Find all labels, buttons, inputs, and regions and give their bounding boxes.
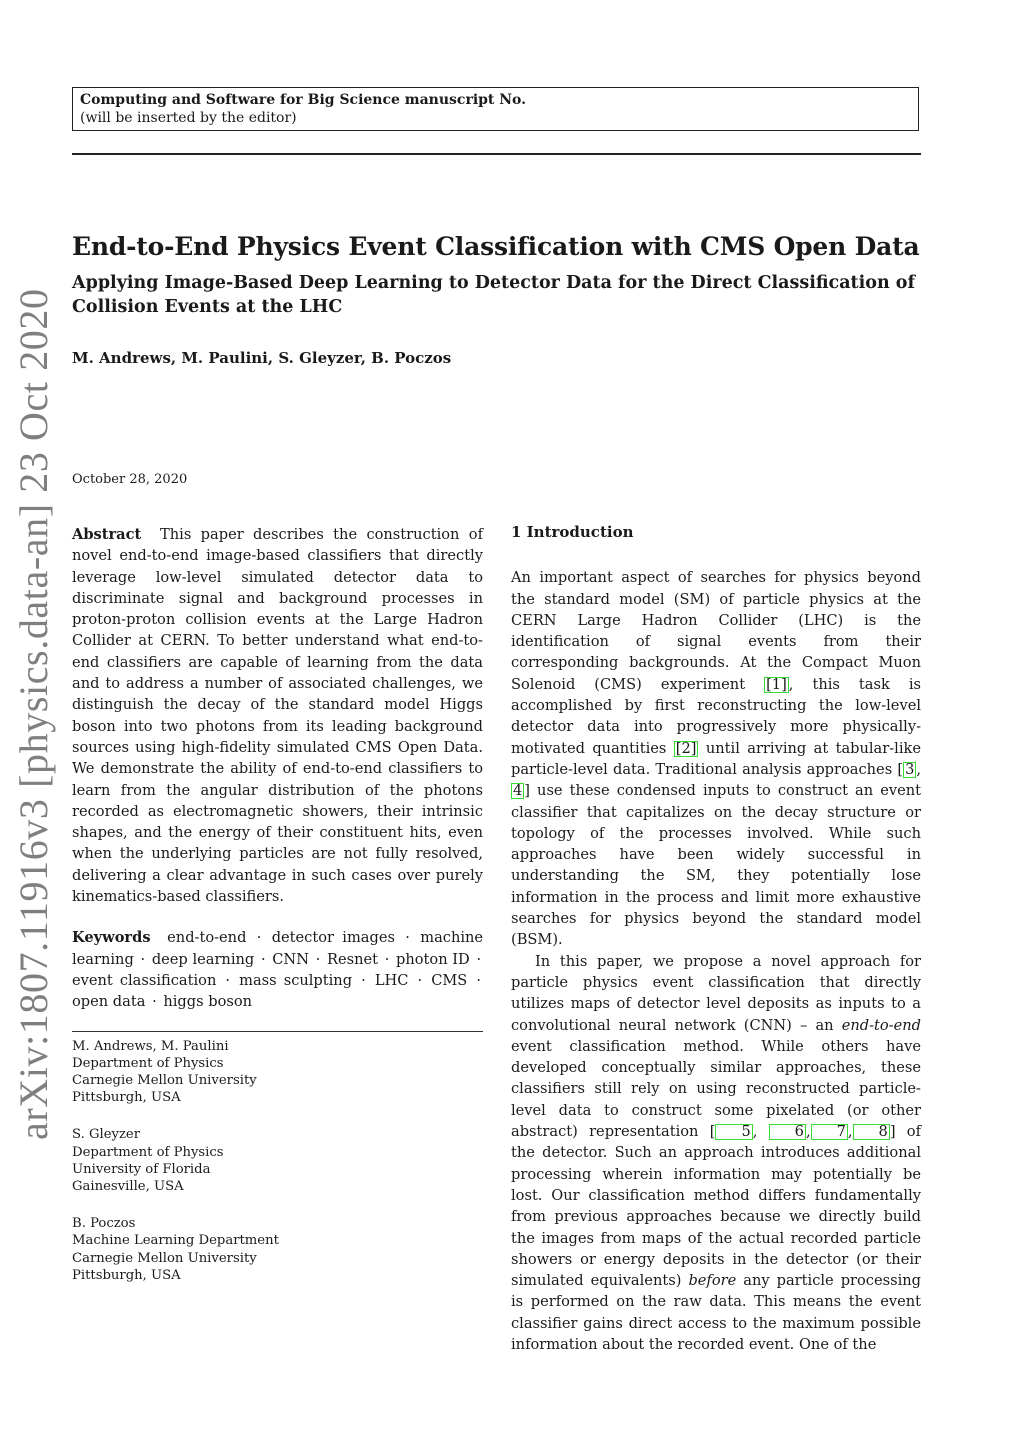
text-run: In this paper, we propose a novel approach for particle physics event classification that directly utilizes maps of detector level deposits as inputs to a convolutional neural network (CNN) – an <box>511 952 921 1034</box>
keyword: machine learning <box>72 929 484 968</box>
citation-link[interactable]: 6 <box>769 1124 806 1140</box>
keyword-separator: · <box>476 950 482 968</box>
text-run: , <box>847 1123 853 1141</box>
abstract-label: Abstract <box>72 526 142 543</box>
citation-link[interactable]: 3 <box>905 760 915 778</box>
keyword-separator: · <box>405 929 410 947</box>
header-rule <box>72 153 921 155</box>
text-run: event classification method. While others have developed conceptually similar approaches, these classifiers still rely on using reconstructed particle-level data to construct some pixelated (or other abstract) representation [ <box>511 1037 921 1141</box>
journal-name: Computing and Software for Big Science manuscript No. <box>80 92 527 108</box>
emphasis: before <box>688 1272 737 1290</box>
citation-link[interactable]: 4 <box>513 782 523 800</box>
text-run: ] use these condensed inputs to construct an event classifier that capitalizes on the decay structure or topology of the processes involved. While such approaches have been widely successful in understanding the SM, they potentially lose information in the process and limit more exhaustive searches for physics beyond the standard model (BSM). <box>511 782 921 949</box>
citation-number: 1 <box>771 675 782 693</box>
keyword-separator: · <box>256 929 262 947</box>
keyword: photon ID <box>396 950 470 968</box>
keyword-separator: · <box>361 971 366 989</box>
keyword-separator: · <box>260 950 266 968</box>
text-run: , <box>805 1123 811 1141</box>
affiliation-institution: Carnegie Mellon University <box>72 1250 257 1266</box>
paper-subtitle: Applying Image-Based Deep Learning to Detector Data for the Direct Classification of Collision Events at the LHC <box>72 273 915 317</box>
intro-paragraph-1 <box>511 567 921 950</box>
keyword: Resnet <box>327 950 379 968</box>
keyword-separator: · <box>384 950 390 968</box>
affiliation-location: Pittsburgh, USA <box>72 1090 181 1106</box>
text-run: ] of the detector. Such an approach introduces additional processing wherein information may potentially be lost. Our classification method differs fundamentally from previous approaches because we directly build the images from maps of the actual recorded particle showers or energy deposits in the detector (or their simulated equivalents) <box>511 1123 921 1290</box>
arxiv-identifier: arXiv:1807.11916v3 [physics.data-an] 23 Oct 2020 <box>11 288 56 1140</box>
affiliation-rule <box>72 1031 483 1032</box>
keyword: end-to-end <box>167 929 247 947</box>
keyword: LHC <box>374 971 409 989</box>
section-heading: 1 Introduction <box>511 523 634 541</box>
paper-title: End-to-End Physics Event Classification with CMS Open Data <box>72 232 920 261</box>
keywords <box>72 927 483 1012</box>
keyword: CNN <box>272 950 309 968</box>
affiliation-department: Machine Learning Department <box>72 1233 279 1249</box>
affiliation-location: Gainesville, USA <box>72 1178 184 1194</box>
affiliation-block <box>72 1126 483 1195</box>
keyword: event classification <box>72 971 217 989</box>
affiliation-location: Pittsburgh, USA <box>72 1267 181 1283</box>
keyword: CMS <box>431 971 468 989</box>
keyword-separator: · <box>417 971 423 989</box>
keyword-separator: · <box>152 993 157 1011</box>
text-run: , <box>916 760 921 778</box>
citation-link[interactable]: 7 <box>811 1124 848 1140</box>
citation-link[interactable]: 8 <box>853 1124 890 1140</box>
affiliation-names: M. Andrews, M. Paulini <box>72 1038 229 1054</box>
keyword: mass sculpting <box>239 971 353 989</box>
keyword-separator: · <box>315 950 321 968</box>
affiliation-names: B. Poczos <box>72 1216 136 1232</box>
keyword-separator: · <box>225 971 231 989</box>
keyword: open data <box>72 993 146 1011</box>
text-run: any particle processing is performed on the raw data. This means the event classifier gains direct access to the maximum possible information about the recorded event. One of the <box>511 1272 922 1353</box>
affiliation-department: Department of Physics <box>72 1055 224 1071</box>
keyword-separator: · <box>476 971 481 989</box>
affiliation-institution: Carnegie Mellon University <box>72 1072 257 1088</box>
author-list: M. Andrews, M. Paulini, S. Gleyzer, B. Poczos <box>72 349 452 367</box>
keyword: detector images <box>271 929 395 947</box>
citation-link[interactable]: [2] <box>675 739 697 757</box>
text-run: , this task is accomplished by first reconstructing the low-level detector data into progressively more physically-motivated quantities <box>511 675 921 757</box>
affiliation-department: Department of Physics <box>72 1144 224 1160</box>
citation-link[interactable]: 5 <box>715 1124 752 1140</box>
affiliation-names: S. Gleyzer <box>72 1127 141 1143</box>
text-run: An important aspect of searches for physics beyond the standard model (SM) of particle physics at the CERN Large Hadron Collider (LHC) is the identification of signal events from their corresponding backgrounds. At the Compact Muon Solenoid (CMS) experiment <box>511 569 921 693</box>
affiliation-institution: University of Florida <box>72 1161 211 1177</box>
affiliation-block <box>72 1038 483 1107</box>
keyword: higgs boson <box>163 993 253 1011</box>
left-column <box>72 524 483 1304</box>
publication-date: October 28, 2020 <box>72 472 188 487</box>
abstract <box>72 524 483 907</box>
keyword-separator: · <box>140 950 146 968</box>
emphasis: end-to-end <box>841 1016 921 1034</box>
keywords-label: Keywords <box>72 929 151 947</box>
journal-notice-box <box>72 87 919 131</box>
intro-paragraph-2 <box>511 951 921 1356</box>
citation-number: 2 <box>681 739 691 757</box>
abstract-text: This paper describes the construction of novel end-to-end image-based classifiers that directly leverage low-level simulated detector data to discriminate signal and background processes in proton-proton collision events at the Large Hadron Collider at CERN. To better understand what end-to-end classifiers are capable of learning from the data and to address a number of associated challenges, we distinguish the decay of the standard model Higgs boson into two photons from its leading background sources using high-fidelity simulated CMS Open Data. We demonstrate the ability of end-to-end classifiers to learn from the angular distribution of the photons recorded as electromagnetic showers, their intrinsic shapes, and the energy of their constituent hits, even when the underlying particles are not fully resolved, delivering a clear advantage in such cases over purely kinematics-based classifiers. <box>72 526 483 906</box>
text-run: , <box>752 1123 769 1141</box>
editor-note: (will be inserted by the editor) <box>80 110 297 126</box>
right-column <box>511 522 921 1355</box>
text-run: until arriving at tabular-like particle-level data. Traditional analysis approaches [ <box>511 739 921 778</box>
citation-link[interactable]: [1] <box>766 675 787 693</box>
keyword: deep learning <box>151 950 255 968</box>
affiliation-block <box>72 1215 483 1284</box>
